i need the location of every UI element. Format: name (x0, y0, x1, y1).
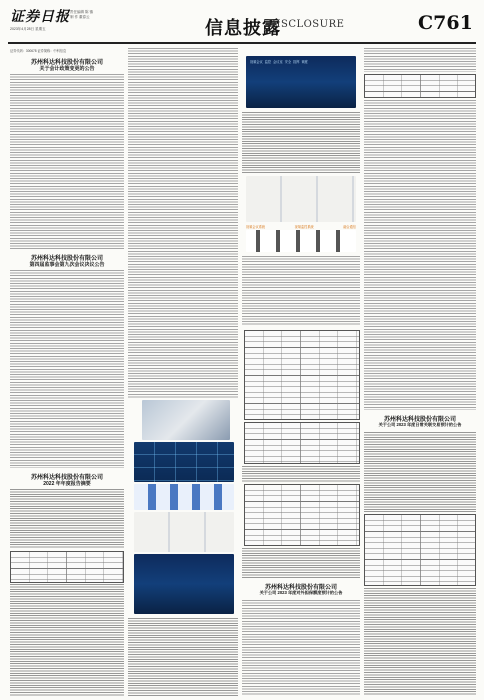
article-company: 苏州科达科技股份有限公司 (30, 256, 103, 262)
issue-date: 2023年4月28日 星期五 (10, 27, 46, 31)
article-title: 关于公司 2023 年度日常关联交易预计的公告 (378, 422, 462, 427)
article-body (242, 600, 360, 696)
column-4 (364, 48, 476, 696)
article-company: 苏州科达科技股份有限公司 (264, 585, 337, 591)
editor-meta (70, 10, 93, 20)
article-body (128, 48, 238, 398)
article-body (242, 548, 360, 578)
newspaper-logo: 证券日报 (10, 9, 70, 25)
article-title: 第四届监事会第九次会议决议公告 (29, 262, 105, 268)
article-company: 苏州科达科技股份有限公司 (30, 475, 103, 481)
column-2 (128, 48, 238, 696)
product-label: 视频会议系统 (246, 225, 266, 229)
data-table (364, 74, 476, 98)
solution-cards (134, 512, 234, 552)
article-body (10, 74, 124, 249)
article-body (242, 466, 360, 482)
stock-code: 证券代码：300678 证券简称：中科信息 (10, 49, 67, 53)
section-title: 信息披露 (205, 18, 281, 39)
dashboard-tab: 监控 (264, 60, 272, 64)
product-photo (142, 400, 230, 440)
article-body (364, 48, 476, 72)
scenario-photos (246, 176, 356, 222)
data-table (364, 514, 476, 586)
article-body (10, 584, 124, 696)
article-body (10, 270, 124, 468)
data-table (244, 484, 360, 546)
producer-line: 制 作 董春云 (70, 15, 90, 19)
article-title: 关于公司 2023 年度对外担保额度预计的公告 (259, 590, 343, 595)
article-title: 关于会计政策变更的公告 (39, 66, 95, 72)
masthead-rule (8, 42, 476, 44)
column-3 (242, 48, 360, 696)
dashboard-screenshot (246, 56, 356, 108)
product-labels (246, 224, 356, 229)
product-label: 视频监控系统 (294, 225, 314, 229)
data-table (244, 422, 360, 464)
article-title: 2022 年年度报告摘要 (43, 481, 91, 487)
dashboard-tab: 调度 (301, 60, 308, 64)
data-table (10, 551, 124, 583)
article-body (364, 588, 476, 696)
dashboard-tab: 安全 (284, 60, 292, 64)
dashboard-tabs (246, 56, 356, 67)
platform-flow-diagram (134, 484, 234, 510)
article-body (364, 100, 476, 410)
dashboard-screenshot (134, 554, 234, 614)
column-1 (10, 48, 124, 696)
masthead (0, 0, 484, 44)
editor-line: 责任编辑 陈 镇 (70, 10, 93, 14)
dashboard-tab: 会议室 (273, 60, 283, 64)
dashboard-tab: 视频会议 (250, 60, 263, 64)
dashboard-tab: 指挥 (293, 60, 300, 64)
section-title-en: DISCLOSURE (268, 19, 345, 30)
article-body (364, 432, 476, 512)
article-body (10, 489, 124, 549)
data-table (244, 330, 360, 420)
system-diagram (134, 442, 234, 482)
article-company: 苏州科达科技股份有限公司 (383, 417, 456, 423)
article-body (128, 618, 238, 696)
article-body (242, 112, 360, 174)
page-number: C761 (418, 12, 473, 34)
product-label: 融合通信 (343, 225, 356, 229)
article-body (242, 256, 360, 326)
product-lineup (246, 230, 356, 252)
article-company: 苏州科达科技股份有限公司 (30, 60, 103, 66)
